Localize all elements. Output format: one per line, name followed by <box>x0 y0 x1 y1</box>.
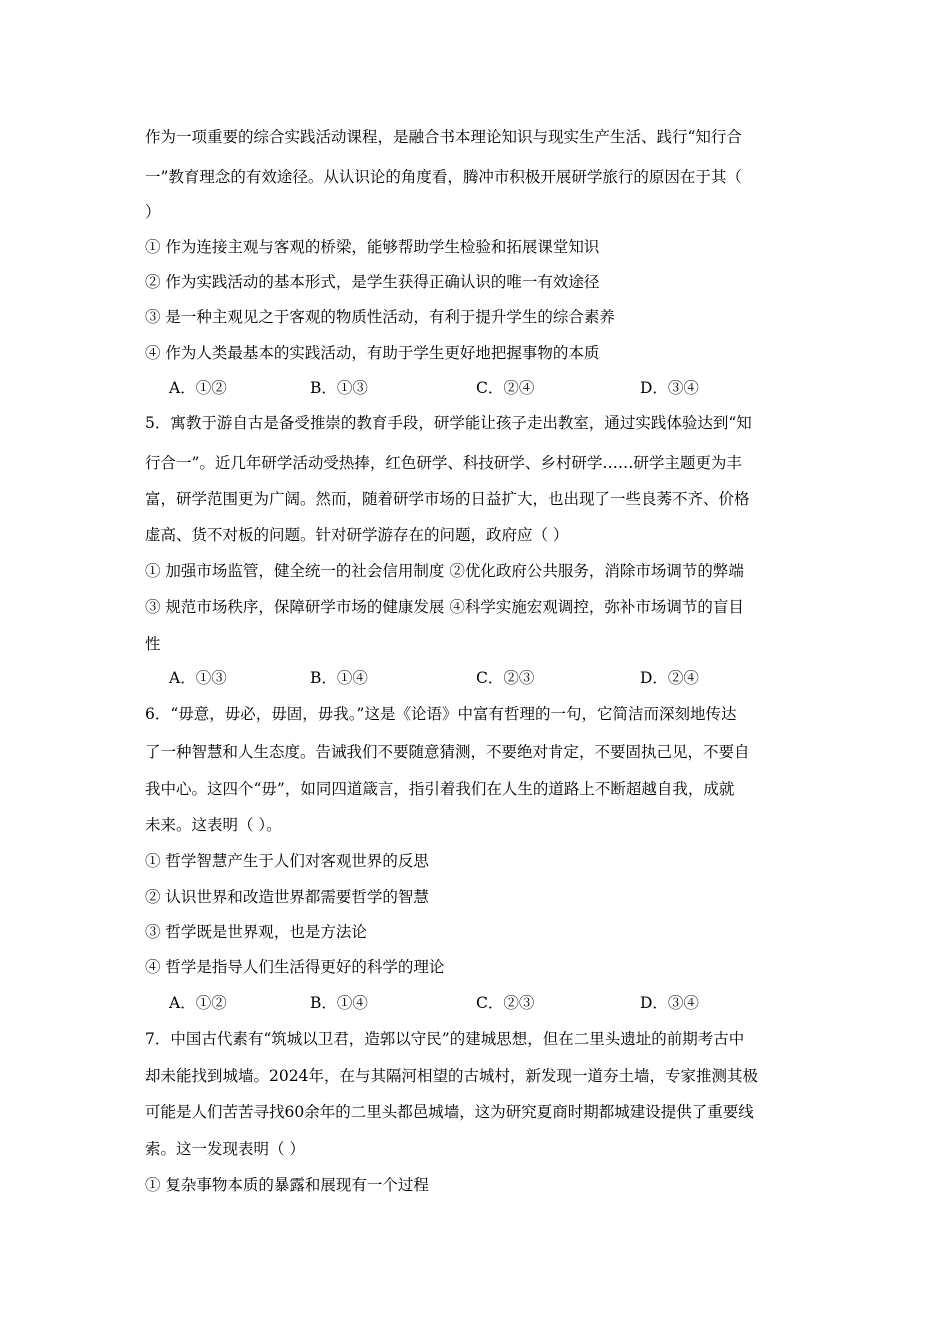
q6-option-a[interactable]: A．①② <box>169 994 227 1012</box>
q6-stem-line: 未来。这表明（ ）。 <box>145 816 282 834</box>
q4-stem-line: 一”教育理念的有效途径。从认识论的角度看，腾冲市积极开展研学旅行的原因在于其（ <box>145 168 742 186</box>
q4-option-d[interactable]: D．③④ <box>640 379 699 397</box>
q4-option-b[interactable]: B．①③ <box>310 379 368 397</box>
q5-stem-line: 5．寓教于游自古是备受推崇的教育手段，研学能让孩子走出教室，通过实践体验达到“知 <box>145 414 752 432</box>
q5-option-a[interactable]: A．①③ <box>169 669 227 687</box>
q7-statement: ① 复杂事物本质的暴露和展现有一个过程 <box>145 1176 429 1194</box>
q5-stem-line: 富，研学范围更为广阔。然而，随着研学市场的日益扩大，也出现了一些良莠不齐、价格 <box>145 490 750 508</box>
q6-option-b[interactable]: B．①④ <box>310 994 368 1012</box>
q4-stem-line: ） <box>145 203 161 221</box>
q4-statement: ② 作为实践活动的基本形式，是学生获得正确认识的唯一有效途径 <box>145 273 600 291</box>
q5-stem-line: 虚高、货不对板的问题。针对研学游存在的问题，政府应（ ） <box>145 526 569 544</box>
q5-stem-line: 行合一”。近几年研学活动受热捧，红色研学、科技研学、乡村研学……研学主题更为丰 <box>145 454 742 472</box>
q5-option-d[interactable]: D．②④ <box>640 669 699 687</box>
q5-statement: ③ 规范市场秩序，保障研学市场的健康发展 ④科学实施宏观调控，弥补市场调节的盲目 <box>145 598 744 616</box>
q5-statement: ① 加强市场监管，健全统一的社会信用制度 ②优化政府公共服务，消除市场调节的弊端 <box>145 562 744 580</box>
q5-option-b[interactable]: B．①④ <box>310 669 368 687</box>
q6-statement: ① 哲学智慧产生于人们对客观世界的反思 <box>145 852 429 870</box>
q4-statement: ③ 是一种主观见之于客观的物质性活动，有利于提升学生的综合素养 <box>145 308 615 326</box>
q4-statement: ④ 作为人类最基本的实践活动，有助于学生更好地把握事物的本质 <box>145 344 600 362</box>
q6-statement: ② 认识世界和改造世界都需要哲学的智慧 <box>145 888 429 906</box>
q7-stem-line: 7．中国古代素有“筑城以卫君，造郭以守民”的建城思想，但在二里头遗址的前期考古中 <box>145 1030 745 1048</box>
q7-stem-line: 却未能找到城墙。2024年，在与其隔河相望的古城村，新发现一道夯土墙，专家推测其极 <box>145 1067 758 1085</box>
q6-stem-line: 我中心。这四个“毋”，如同四道箴言，指引着我们在人生的道路上不断超越自我，成就 <box>145 780 735 798</box>
q6-statement: ④ 哲学是指导人们生活得更好的科学的理论 <box>145 958 445 976</box>
q6-stem-line: 了一种智慧和人生态度。告诫我们不要随意猜测，不要绝对肯定，不要固执己见，不要自 <box>145 743 750 761</box>
q6-stem-line: 6．“毋意，毋必，毋固，毋我。”这是《论语》中富有哲理的一句，它简洁而深刻地传达 <box>145 705 737 723</box>
q7-stem-line: 可能是人们苦苦寻找60余年的二里头都邑城墙，这为研究夏商时期都城建设提供了重要线 <box>145 1103 754 1121</box>
q6-option-d[interactable]: D．③④ <box>640 994 699 1012</box>
q5-statement: 性 <box>145 635 161 653</box>
q6-option-c[interactable]: C．②③ <box>476 994 535 1012</box>
q4-stem-line: 作为一项重要的综合实践活动课程，是融合书本理论知识与现实生产生活、践行“知行合 <box>145 128 742 146</box>
q5-option-c[interactable]: C．②③ <box>476 669 535 687</box>
q4-option-c[interactable]: C．②④ <box>476 379 535 397</box>
q4-option-a[interactable]: A．①② <box>169 379 227 397</box>
q6-statement: ③ 哲学既是世界观，也是方法论 <box>145 923 367 941</box>
q7-stem-line: 索。这一发现表明（ ） <box>145 1140 305 1158</box>
q4-statement: ① 作为连接主观与客观的桥梁，能够帮助学生检验和拓展课堂知识 <box>145 238 600 256</box>
